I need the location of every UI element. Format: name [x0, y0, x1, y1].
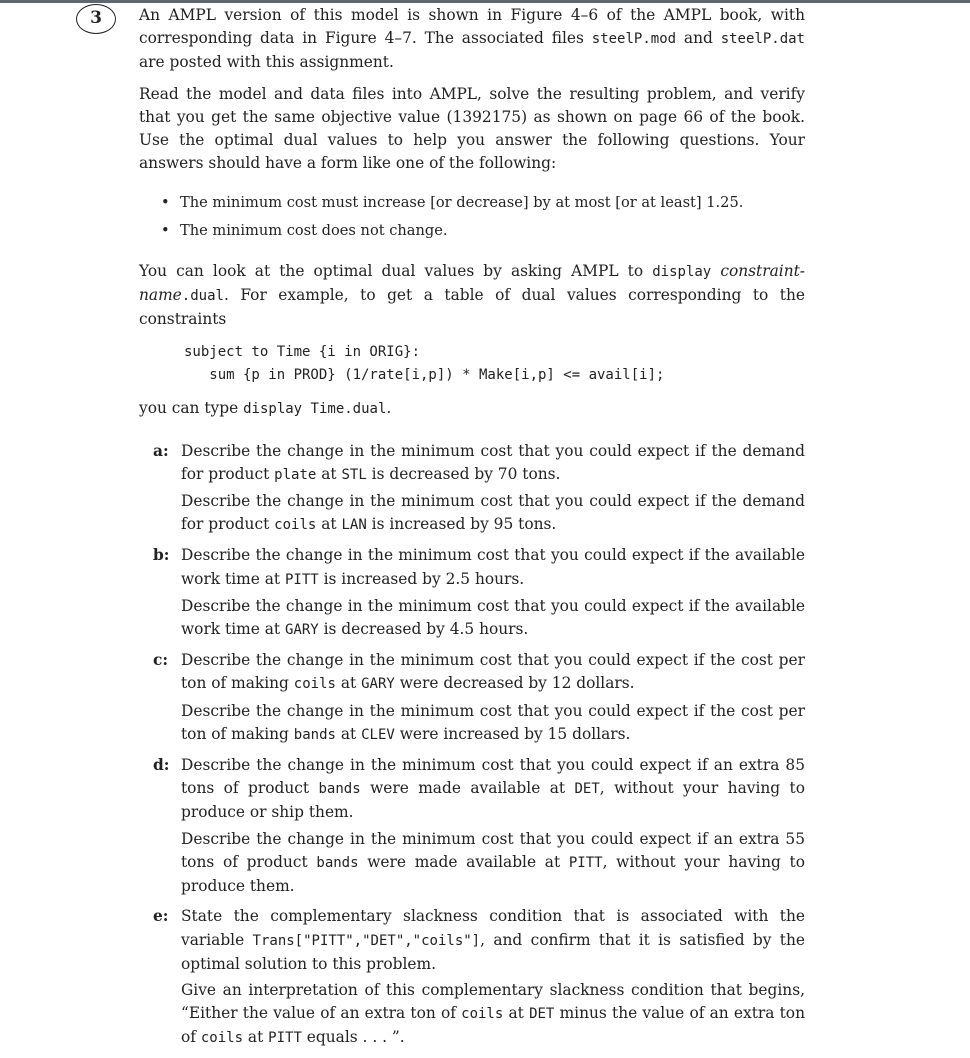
part-b-item-1: Describe the change in the minimum cost that you could expect if the available work time at PITT is increased by 2.5 hours.: [181, 546, 805, 588]
answer-format-list: [139, 191, 805, 241]
top-border: [0, 0, 970, 3]
list-item: • The minimum cost does not change.: [161, 221, 448, 239]
question-body: [139, 4, 805, 1058]
part-label: b:: [153, 546, 170, 565]
part-a-item-1: Describe the change in the minimum cost that you could expect if the demand for product plate at STL is decreased by 70 tons.: [181, 441, 805, 483]
file-name: steelP.mod: [591, 31, 677, 48]
question-parts: [139, 440, 805, 1051]
part-label: c:: [153, 651, 169, 670]
part-c: [139, 649, 805, 747]
part-e: [139, 905, 805, 1050]
part-b: [139, 544, 805, 642]
part-label: a:: [153, 441, 169, 460]
intro-paragraph: An AMPL version of this model is shown in Figure 4–6 of the AMPL book, with corresponding data in Figure 4–7. The associated files steelP.mod and steelP.dat are posted with this assignment.: [139, 6, 805, 72]
part-d: [139, 754, 805, 898]
part-b-item-2: Describe the change in the minimum cost that you could expect if the available work time at GARY is decreased by 4.5 hours.: [181, 596, 805, 639]
type-note-paragraph: you can type display Time.dual.: [139, 399, 392, 418]
code-block: subject to Time {i in ORIG}: sum {p in PROD} (1/rate[i,p]) * Make[i,p] <= avail[i];: [184, 344, 665, 384]
part-a: [139, 440, 805, 538]
part-d-item-2: Describe the change in the minimum cost that you could expect if an extra 55 tons of product bands were made available at PITT, without your having to produce them.: [181, 829, 805, 896]
part-a-item-2: Describe the change in the minimum cost that you could expect if the demand for product coils at LAN is increased by 95 tons.: [181, 492, 805, 534]
instructions-paragraph: Read the model and data files into AMPL, solve the resulting problem, and verify that you get the same objective value (1392175) as shown on page 66 of the book. Use the optimal dual values to help you answer the following questions. Your answers should have a form like one of the following:: [139, 84, 805, 173]
file-name: steelP.dat: [720, 31, 805, 48]
question-number-badge: 3: [76, 4, 116, 34]
part-e-item-2: Give an interpretation of this complementary slackness condition that begins, “Either the value of an extra ton of coils at DET minus the value of an extra ton of coils at PITT equals . . . ”.: [181, 980, 805, 1047]
part-label: e:: [153, 907, 169, 926]
list-item: • The minimum cost must increase [or decrease] by at most [or at least] 1.25.: [161, 194, 744, 212]
part-e-item-1: State the complementary slackness condition that is associated with the variable Trans["PITT","DET","coils"], and confirm that it is satisfied by the optimal solution to this problem.: [181, 907, 805, 973]
part-c-item-2: Describe the change in the minimum cost that you could expect if the cost per ton of making bands at CLEV were increased by 15 dollars.: [181, 701, 805, 743]
dual-note-paragraph: You can look at the optimal dual values by asking AMPL to display constraint-name.dual. For example, to get a table of dual values corresponding to the constraints: [139, 261, 805, 329]
part-d-item-1: Describe the change in the minimum cost that you could expect if an extra 85 tons of product bands were made available at DET, without your having to produce or ship them.: [181, 756, 806, 822]
part-label: d:: [153, 756, 170, 775]
part-c-item-1: Describe the change in the minimum cost that you could expect if the cost per ton of making coils at GARY were decreased by 12 dollars.: [181, 651, 805, 693]
